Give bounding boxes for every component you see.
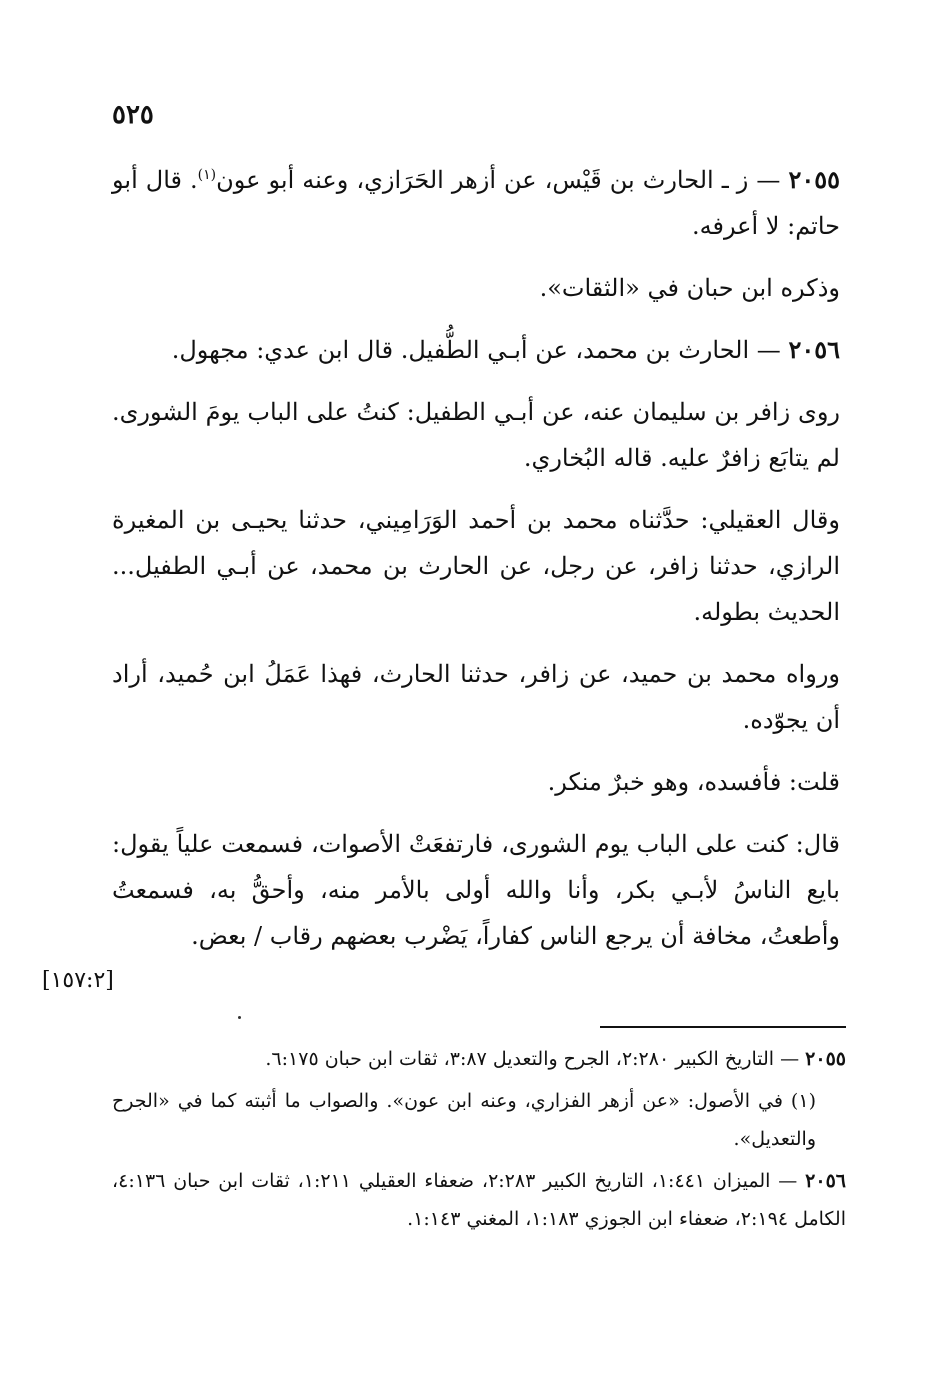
- footnotes: [112, 1040, 846, 1242]
- entry-2055: [112, 152, 840, 249]
- footnote-2055: [112, 1040, 846, 1078]
- footnote-2056: [112, 1162, 846, 1238]
- paragraph: وقال العقيلي: حدَّثناه محمد بن أحمد الوَرَامِيني، حدثنا يحيـى بن المغيرة الرازي، حدثنا زافر، عن رجل، عن الحارث بن محمد، عن أبـي الطفيل... الحديث بطوله.: [112, 506, 840, 626]
- entry-text: — ز ـ الحارث بن قَيْس، عن أزهر الحَرَازي، وعنه أبو عون: [216, 166, 781, 194]
- footnote-number: ٢٠٥٦: [805, 1170, 846, 1192]
- entry-text: — الحارث بن محمد، عن أبـي الطُّفيل. قال ابن عدي: مجهول.: [171, 336, 781, 364]
- paragraph: وذكره ابن حبان في «الثقات».: [539, 274, 840, 302]
- paragraph: قلت: فأفسده، وهو خبرٌ منكر.: [547, 768, 840, 796]
- entry-number: ٢٠٥٥: [788, 165, 840, 194]
- paragraph: قال: كنت على الباب يوم الشورى، فارتفعَتْ الأصوات، فسمعت علياً يقول: بايع الناسُ لأبـي بكر، وأنا والله أولى بالأمر منه، وأحقُّ به، فسمعتُ وأطعتُ، مخافة أن يرجع الناس كفاراً، يَضْرب بعضهم رقاب / بعض.: [112, 830, 840, 950]
- footnote-text: — الميزان ١:٤٤١، التاريخ الكبير ٢:٢٨٣، ضعفاء العقيلي ١:٢١١، ثقات ابن حبان ٤:١٣٦، الكامل ٢:١٩٤، ضعفاء ابن الجوزي ١:١٨٣، المغني ١:١٤٣.: [112, 1170, 846, 1230]
- page-number: ٥٢٥: [112, 100, 154, 130]
- footnote-rule: [600, 1026, 846, 1028]
- entry-2056: [112, 327, 840, 373]
- paragraph: روى زافر بن سليمان عنه، عن أبـي الطفيل: كنتُ على الباب يومَ الشورى. لم يتابَع زافرٌ عليه. قاله البُخاري.: [112, 398, 840, 472]
- footnote-marker: (١): [197, 167, 217, 183]
- ink-dot: [238, 1016, 241, 1019]
- paragraph: ورواه محمد بن حميد، عن زافر، حدثنا الحارث، فهذا عَمَلُ ابن حُميد، أراد أن يجوّده.: [112, 660, 840, 734]
- footnote-text: في الأصول: «عن أزهر الفزاري، وعنه ابن عون». والصواب ما أثبته كما في «الجرح والتعديل».: [112, 1090, 816, 1150]
- main-text: [112, 152, 840, 975]
- entry-number: ٢٠٥٦: [788, 335, 840, 364]
- footnote-number: ٢٠٥٥: [805, 1048, 846, 1070]
- footnote-number: (١): [790, 1090, 816, 1112]
- footnote-1: [112, 1082, 846, 1158]
- entry-text-tail: . قال أبو حاتم: لا أعرفه.: [112, 166, 840, 240]
- footnote-text: — التاريخ الكبير ٢:٢٨٠، الجرح والتعديل ٣:٨٧، ثقات ابن حبان ٦:١٧٥.: [265, 1048, 800, 1070]
- margin-reference: [١٥٧:٢]: [42, 968, 114, 993]
